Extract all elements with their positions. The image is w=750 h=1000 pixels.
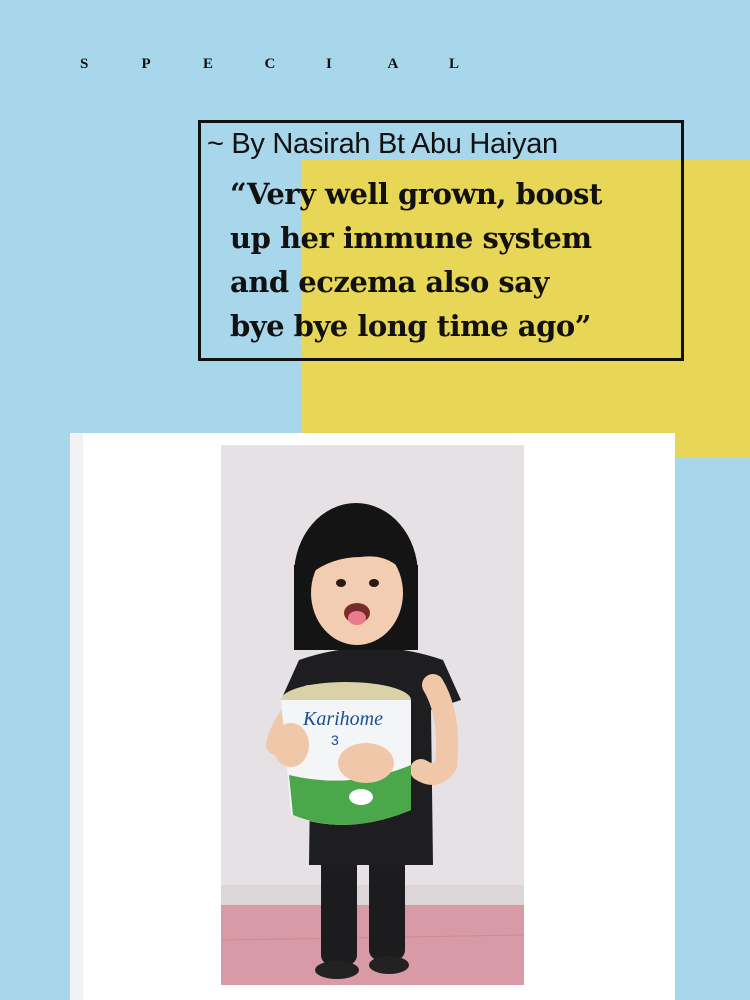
child-with-milk-tin-illustration [221,445,524,985]
svg-text:Karihome: Karihome [303,708,383,730]
photo-card-edge [70,433,83,1000]
quote-line: “Very well grown, boost [230,177,602,211]
section-label-letter: I [326,56,332,72]
section-label [80,56,511,73]
section-label-letter: A [387,56,399,72]
section-label-letter: E [203,56,214,72]
quote-line: and eczema also say [230,265,549,299]
section-label-letter: P [141,56,151,72]
section-label-letter: C [264,56,276,72]
testimonial-author: ~ By Nasirah Bt Abu Haiyan [207,128,558,160]
section-label-letter: L [449,56,460,72]
testimonial-quote [230,172,602,348]
testimonial-photo [221,445,524,985]
quote-line: bye bye long time ago” [230,309,591,343]
quote-line: up her immune system [230,221,592,255]
svg-text:3: 3 [331,732,339,748]
section-label-letter: S [80,56,89,72]
